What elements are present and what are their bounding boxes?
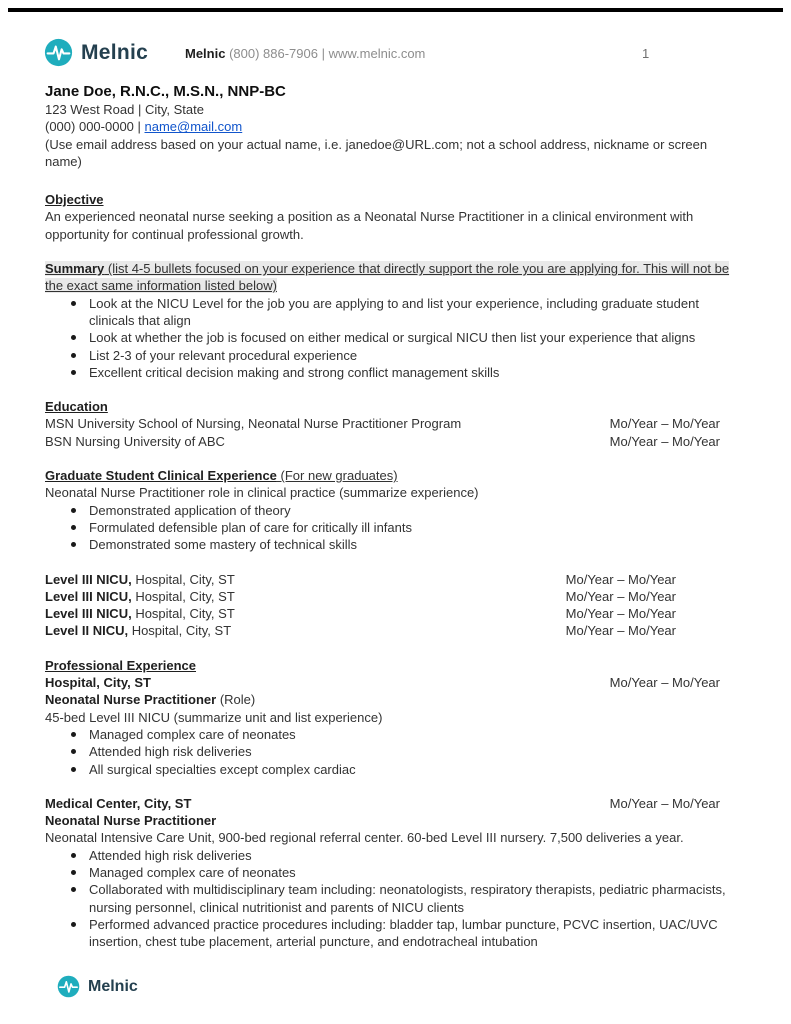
bullet-icon (71, 922, 76, 927)
education-row (45, 433, 745, 450)
bullet-icon (71, 732, 76, 737)
job-role: Neonatal Nurse Practitioner (45, 692, 217, 708)
clinical-positions (45, 571, 745, 640)
footer-brand-name: Melnic (88, 977, 138, 995)
header-contact-brand: Melnic (185, 46, 226, 61)
job-dates: Mo/Year – Mo/Year (609, 795, 720, 811)
brand-name: Melnic (81, 40, 149, 64)
education-heading: Education (45, 399, 108, 415)
summary-heading-note: (list 4-5 bullets focused on your experience that directly support the role you are applying for. This will not be the exact same information listed below) (45, 261, 730, 294)
job-bullet (45, 881, 745, 916)
job-bullet (45, 916, 745, 951)
position-level: Level III NICU, (45, 606, 132, 622)
summary-bullet-text: Look at whether the job is focused on either medical or surgical NICU then list your experience that aligns (89, 330, 696, 346)
graduate-bullet (45, 536, 745, 553)
summary-bullet (45, 295, 745, 330)
graduate-bullet (45, 502, 745, 519)
job-bullet (45, 761, 745, 778)
education-program: MSN University School of Nursing, Neonatal Nurse Practitioner Program (45, 416, 462, 432)
graduate-bullet-list (45, 502, 745, 554)
education-program: BSN Nursing University of ABC (45, 433, 225, 449)
position-level: Level III NICU, (45, 588, 132, 604)
bullet-icon (71, 508, 76, 513)
education-section (45, 398, 745, 450)
summary-bullet-text: List 2-3 of your relevant procedural experience (89, 347, 358, 363)
professional-heading: Professional Experience (45, 657, 197, 673)
position-level: Level III NICU, (45, 571, 132, 587)
job-bullet (45, 743, 745, 760)
job-bullet-text: Attended high risk deliveries (89, 744, 252, 760)
job-bullet (45, 864, 745, 881)
job-role-note: (Role) (216, 692, 256, 708)
bullet-icon (71, 870, 76, 875)
clinical-position-row (45, 588, 745, 605)
summary-bullet-list (45, 295, 745, 381)
graduate-bullet-text: Demonstrated application of theory (89, 502, 291, 518)
job-bullet-text: Attended high risk deliveries (89, 847, 252, 863)
email-link[interactable]: name@mail.com (144, 119, 243, 135)
bullet-icon (71, 749, 76, 754)
job-org-row (45, 674, 745, 691)
clinical-position-row (45, 622, 745, 639)
education-dates: Mo/Year – Mo/Year (609, 416, 720, 432)
identity-block (45, 82, 745, 170)
graduate-heading-note: (For new graduates) (276, 468, 398, 484)
header-brand (44, 38, 148, 67)
job-role-line (45, 691, 745, 708)
position-dates: Mo/Year – Mo/Year (565, 623, 676, 639)
job-description: Neonatal Intensive Care Unit, 900-bed regional referral center. 60-bed Level III nursery. 7,500 deliveries a year. (45, 830, 684, 846)
graduate-bullet-text: Formulated defensible plan of care for critically ill infants (89, 519, 412, 535)
graduate-intro: Neonatal Nurse Practitioner role in clinical practice (summarize experience) (45, 485, 479, 501)
bullet-icon (71, 853, 76, 858)
job-role-line (45, 812, 745, 829)
page-header (0, 38, 791, 74)
header-contact (185, 45, 425, 62)
job-description: 45-bed Level III NICU (summarize unit and list experience) (45, 709, 383, 725)
job-bullet (45, 847, 745, 864)
job-org-row (45, 795, 745, 812)
header-contact-info: (800) 886-7906 | www.melnic.com (225, 46, 426, 61)
summary-bullet (45, 364, 745, 381)
summary-section (45, 260, 745, 381)
position-location: Hospital, City, ST (128, 623, 232, 639)
candidate-phone: (000) 000-0000 | (45, 119, 145, 135)
job-bullet-text: All surgical specialties except complex cardiac (89, 761, 356, 777)
graduate-bullet-text: Demonstrated some mastery of technical skills (89, 537, 358, 553)
page-number: 1 (642, 46, 650, 61)
education-dates: Mo/Year – Mo/Year (609, 433, 720, 449)
melnic-logo-icon (44, 38, 73, 67)
position-location: Hospital, City, ST (131, 588, 235, 604)
job-entry (45, 674, 745, 778)
bullet-icon (71, 370, 76, 375)
objective-text: An experienced neonatal nurse seeking a position as a Neonatal Nurse Practitioner in a clinical environment with opportunity for continual professional growth. (45, 209, 694, 242)
professional-experience-section (45, 657, 745, 951)
bullet-icon (71, 301, 76, 306)
objective-heading: Objective (45, 192, 104, 208)
education-row (45, 415, 745, 432)
resume-content (45, 82, 745, 950)
job-role: Neonatal Nurse Practitioner (45, 813, 217, 829)
summary-bullet-text: Look at the NICU Level for the job you are applying to and list your experience, including graduate student clinicals that align (89, 295, 699, 328)
job-dates: Mo/Year – Mo/Year (609, 675, 720, 691)
bullet-icon (71, 353, 76, 358)
position-dates: Mo/Year – Mo/Year (565, 606, 676, 622)
position-dates: Mo/Year – Mo/Year (565, 588, 676, 604)
top-border (8, 8, 783, 12)
clinical-position-row (45, 571, 745, 588)
objective-section (45, 191, 745, 243)
job-bullet-text: Managed complex care of neonates (89, 864, 296, 880)
email-instruction-note: (Use email address based on your actual name, i.e. janedoe@URL.com; not a school address, nickname or screen name) (45, 136, 708, 169)
bullet-icon (71, 887, 76, 892)
job-bullet-text: Collaborated with multidisciplinary team including: neonatologists, respiratory therapists, pediatric pharmacists, nursing personnel, clinical nutritionist and parents of NICU clients (89, 882, 726, 915)
page-footer (57, 975, 138, 998)
job-bullet-text: Performed advanced practice procedures including: bladder tap, lumbar puncture, PCVC insertion, UAC/UVC insertion, chest tube placement, arterial puncture, and endotracheal intubation (89, 916, 718, 950)
candidate-address: 123 West Road | City, State (45, 102, 204, 117)
position-location: Hospital, City, ST (131, 606, 235, 622)
candidate-name: Jane Doe, R.N.C., M.S.N., NNP-BC (45, 83, 286, 100)
job-bullet-text: Managed complex care of neonates (89, 726, 296, 742)
summary-bullet (45, 347, 745, 364)
graduate-heading: Graduate Student Clinical Experience (45, 468, 277, 484)
bullet-icon (71, 767, 76, 772)
summary-heading: Summary (45, 261, 105, 277)
graduate-bullet (45, 519, 745, 536)
position-dates: Mo/Year – Mo/Year (565, 571, 676, 587)
job-entry (45, 795, 745, 951)
job-bullet-list (45, 847, 745, 951)
clinical-position-row (45, 605, 745, 622)
position-level: Level II NICU, (45, 623, 129, 639)
job-bullet-list (45, 726, 745, 778)
job-org: Hospital, City, ST (45, 675, 151, 691)
graduate-clinical-section (45, 467, 745, 640)
job-bullet (45, 726, 745, 743)
bullet-icon (71, 525, 76, 530)
summary-bullet (45, 329, 745, 346)
summary-bullet-text: Excellent critical decision making and strong conflict management skills (89, 364, 500, 380)
candidate-contact-line (45, 118, 745, 135)
melnic-logo-icon (57, 975, 80, 998)
position-location: Hospital, City, ST (131, 571, 235, 587)
job-org: Medical Center, City, ST (45, 795, 192, 811)
bullet-icon (71, 335, 76, 340)
bullet-icon (71, 542, 76, 547)
